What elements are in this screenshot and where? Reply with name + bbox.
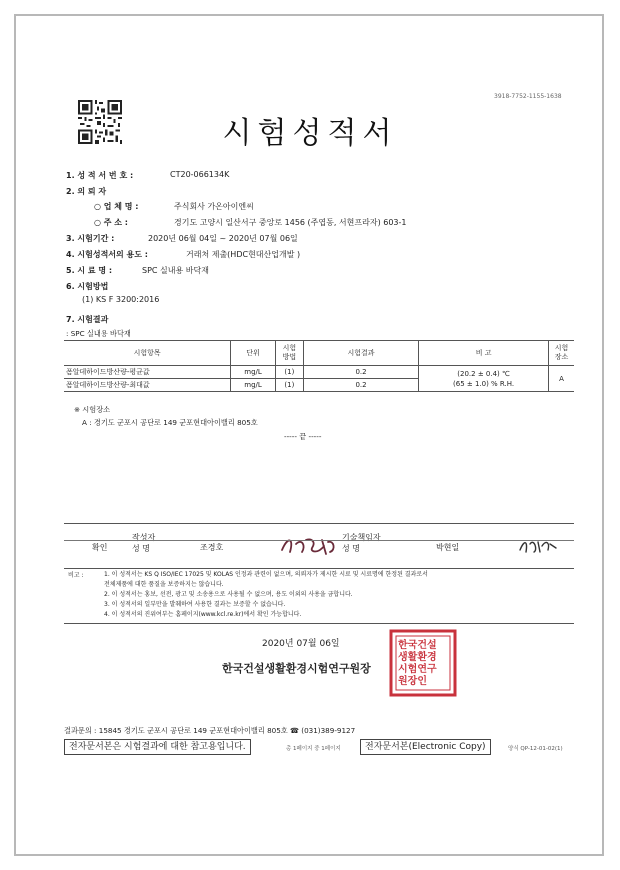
end-mark: ----- 끝 ----- [284,432,322,441]
section-1-label: 1. 성 적 서 번 호 : [66,171,134,180]
note-item: 4. 이 성적서의 진위여부는 홈페이지(www.kcl.re.kr)에서 확인 가능합니다. [104,611,302,618]
contact-info: 결과문의 : 15845 경기도 군포시 공단로 149 군포현대아이밸리 805호 ☎ (031)389-9127 [64,726,356,735]
electronic-doc-notice: 전자문서본은 시험결과에 대한 참고용입니다. [64,739,251,755]
page-title: 시험성적서 [222,116,398,151]
row-item: 폼알데하이드방산량-최대값 [64,379,231,392]
test-place-address: A : 경기도 군포시 공단로 149 군포현대아이밸리 805호 [82,418,258,427]
header-test-item: 시험항목 [64,341,231,366]
document-serial-number: 3918-7752-1155-1638 [494,93,562,100]
header-unit: 단위 [231,341,276,366]
issue-date: 2020년 07월 06일 [262,639,340,649]
notes-box [64,567,574,624]
official-seal-stamp [388,628,458,698]
form-number: 양식 QP-12-01-02(1) [508,746,563,752]
company-name: 주식회사 가온아이엔씨 [174,202,254,211]
remark-humidity: (65 ± 1.0) % R.H. [453,379,515,388]
certificate-purpose: 거래처 제출(HDC현대산업개발 ) [186,250,301,259]
section-7-label: 7. 시험결과 [66,315,109,324]
tech-manager-signature-icon [516,534,560,556]
table-row [64,366,574,379]
row-method: (1) [275,366,303,379]
seal-text [398,640,437,688]
seal-text-line: 시험연구 [398,664,437,675]
header-method: 시험 방법 [275,341,303,366]
tech-label-line-2: 성 명 [342,544,360,553]
section-6-label: 6. 시험방법 [66,282,109,291]
page-info: 총 1페이지 중 1페이지 [286,746,341,752]
section-5-label: 5. 시 료 명 : [66,266,113,275]
row-unit: mg/L [231,379,276,392]
row-unit: mg/L [231,366,276,379]
test-place-title: ※ 시험장소 [74,405,111,414]
tech-label-line-1: 기술책임자 [342,533,381,542]
row-method: (1) [275,379,303,392]
certificate-number: CT20-066134K [170,170,230,179]
notes-label: 비고 : [68,572,84,579]
section-3-label: 3. 시험기간 : [66,234,115,243]
address-value: 경기도 고양시 일산서구 중앙로 1456 (주엽동, 서현프라자) 603-1 [174,218,407,227]
confirm-label: 확인 [92,543,108,552]
place-cell: A [549,366,575,392]
row-result: 0.2 [303,379,418,392]
results-table [64,340,574,392]
header-remarks: 비 고 [419,341,549,366]
section-4-label: 4. 시험성적서의 용도 : [66,250,148,259]
writer-label [132,532,155,554]
signature-divider [64,540,574,541]
sample-name: SPC 실내용 바닥재 [142,266,209,275]
test-period: 2020년 06월 04일 ~ 2020년 07월 06일 [148,234,298,243]
seal-text-line: 한국건설 [398,640,437,651]
address-label: ○ 주 소 : [94,218,128,227]
note-item: 3. 이 성적서의 일부만을 발췌하여 사용한 결과는 보증할 수 없습니다. [104,601,286,608]
result-sample-name: : SPC 실내용 바닥재 [66,329,131,338]
signature-row [64,523,574,569]
header-place: 시험 장소 [549,341,575,366]
seal-text-line: 원장인 [398,676,427,687]
note-item: 전체제품에 대한 품질을 보증하지는 않습니다. [104,581,224,588]
section-2-label: 2. 의 뢰 자 [66,187,107,196]
writer-label-line-2: 성 명 [132,544,150,553]
row-result: 0.2 [303,366,418,379]
header-result: 시험결과 [303,341,418,366]
writer-signature-icon [276,532,340,558]
note-item: 2. 이 성적서는 홍보, 선전, 광고 및 소송용으로 사용될 수 없으며, 용도 이외의 사용을 금합니다. [104,591,353,598]
electronic-copy-label: 전자문서본(Electronic Copy) [360,739,491,755]
seal-text-line: 생활환경 [398,652,437,663]
test-method: (1) KS F 3200:2016 [82,295,160,304]
company-label: ○ 업 체 명 : [94,202,139,211]
note-item: 1. 이 성적서는 KS Q ISO/IEC 17025 및 KOLAS 인정과 관련이 없으며, 의뢰자가 제시한 시료 및 시료명에 한정된 결과로서 [104,571,428,578]
tech-manager-name: 박현일 [436,543,460,552]
tech-manager-label [342,532,381,554]
remarks-cell [419,366,549,392]
institute-name: 한국건설생활환경시험연구원장 [222,662,371,675]
writer-name: 조경호 [200,543,224,552]
writer-label-line-1: 작성자 [132,533,156,542]
row-item: 폼알데하이드방산량-평균값 [64,366,231,379]
remark-temperature: (20.2 ± 0.4) ℃ [457,369,510,378]
notes-list [104,570,428,620]
